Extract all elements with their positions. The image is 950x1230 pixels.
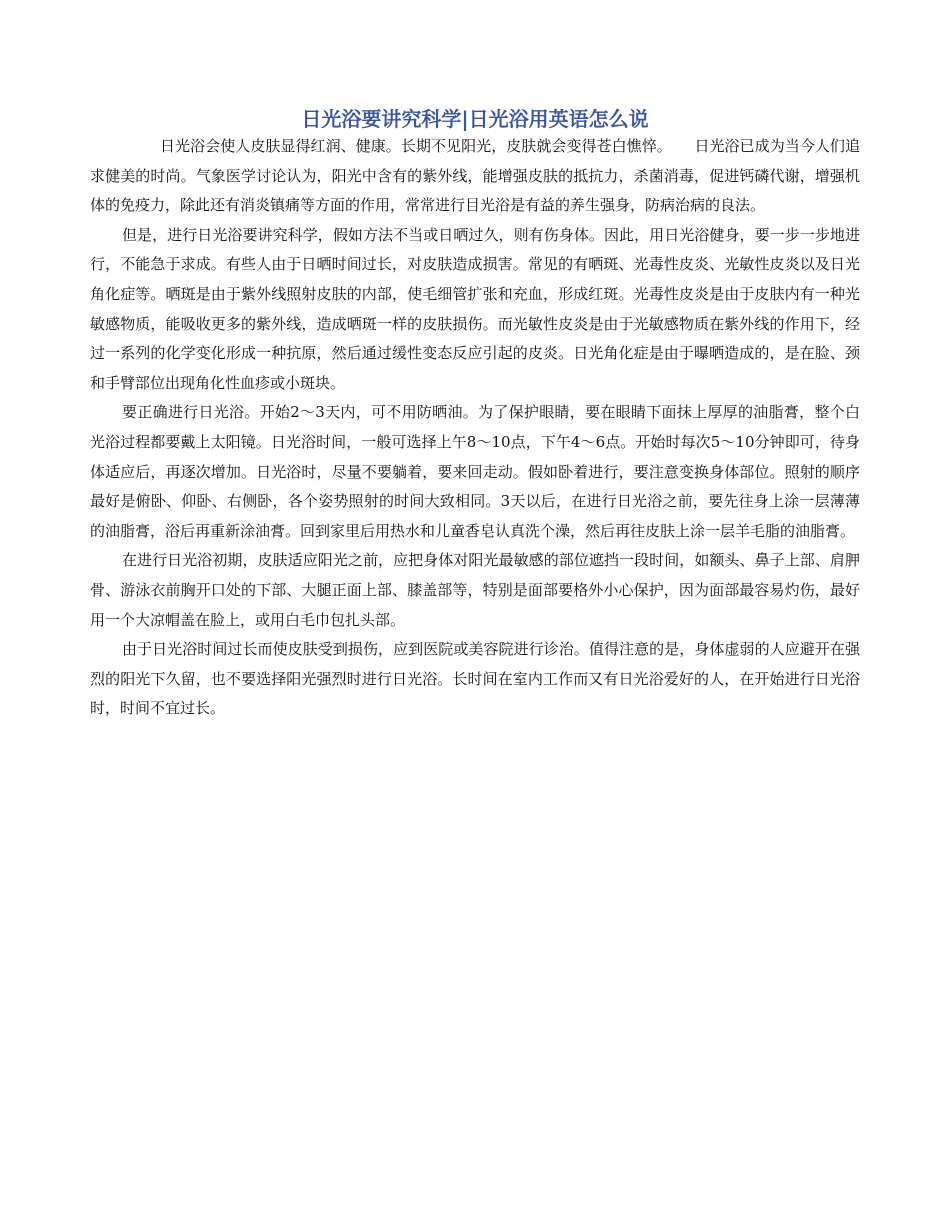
paragraph-4: 在进行日光浴初期，皮肤适应阳光之前，应把身体对阳光最敏感的部位遮挡一段时间，如额头、鼻子上部、肩胛骨、游泳衣前胸开口处的下部、大腿正面上部、膝盖部等，特别是面部要格外小心保护，因为面部最容易灼伤，最好用一个大凉帽盖在脸上，或用白毛巾包扎头部。 — [90, 551, 860, 629]
paragraph-2: 但是，进行日光浴要讲究科学，假如方法不当或日晒过久，则有伤身体。因此，用日光浴健身，要一步一步地进行，不能急于求成。有些人由于日晒时间过长，对皮肤造成损害。常见的有晒斑、光毒性皮炎、光敏性皮炎以及日光角化症等。晒斑是由于紫外线照射皮肤的内部，使毛细管扩张和充血，形成红斑。光毒性皮炎是由于皮肤内有一种光敏感物质，能吸收更多的紫外线，造成晒斑一样的皮肤损伤。而光敏性皮炎是由于光敏感物质在紫外线的作用下，经过一系列的化学变化形成一种抗原，然后通过缓性变态反应引起的皮炎。日光角化症是由于曝晒造成的，是在脸、颈和手臂部位出现角化性血疹或小斑块。 — [90, 225, 860, 392]
paragraph-1: 日光浴会使人皮肤显得红润、健康。长期不见阳光，皮肤就会变得苍白憔悴。 日光浴已成为当今人们追求健美的时尚。气象医学讨论认为，阳光中含有的紫外线，能增强皮肤的抵抗力，杀菌消毒，促进钙磷代谢，增强机体的免疫力，除此还有消炎镇痛等方面的作用，常常进行目光浴是有益的养生强身，防病治病的良法。 — [90, 137, 860, 215]
paragraph-5: 由于日光浴时间过长而使皮肤受到损伤，应到医院或美容院进行诊治。值得注意的是，身体虚弱的人应避开在强烈的阳光下久留，也不要选择阳光强烈时进行日光浴。长时间在室内工作而又有日光浴爱好的人，在开始进行日光浴时，时间不宜过长。 — [90, 640, 860, 718]
document-title: 日光浴要讲究科学|日光浴用英语怎么说 — [301, 107, 649, 131]
paragraph-3: 要正确进行日光浴。开始2～3天内，可不用防晒油。为了保护眼睛，要在眼睛下面抹上厚厚的油脂膏，整个白光浴过程都要戴上太阳镜。日光浴时间，一般可选择上午8～10点，下午4～6点。开始时每次5～10分钟即可，待身体适应后，再逐次增加。日光浴时，尽量不要躺着，要来回走动。假如卧着进行，要注意变换身体部位。照射的顺序最好是俯卧、仰卧、右侧卧，各个姿势照射的时间大致相同。3天以后，在进行日光浴之前，要先往身上涂一层薄薄的油脂膏，浴后再重新涂油膏。回到家里后用热水和儿童香皂认真洗个澡，然后再往皮肤上涂一层羊毛脂的油脂膏。 — [90, 403, 860, 540]
document-page — [90, 104, 860, 724]
